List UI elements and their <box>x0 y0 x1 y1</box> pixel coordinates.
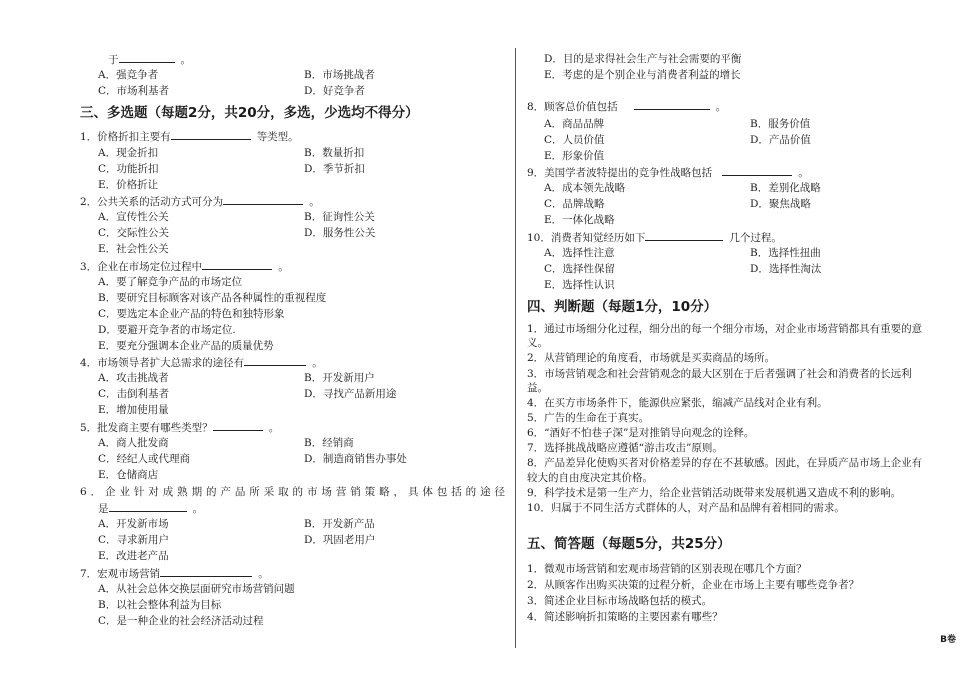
line-text: C．要选定本企业产品的特色和独特形象 <box>98 308 285 320</box>
line-text: C．品牌战略 <box>544 198 605 210</box>
question-line <box>98 83 169 99</box>
line-suffix: 。 <box>278 261 289 273</box>
line-text: C．击倒利基者 <box>98 388 170 400</box>
answer-blank[interactable] <box>244 354 306 366</box>
question-line <box>527 395 828 411</box>
line-text: C．功能折扣 <box>98 163 159 175</box>
question-line <box>80 354 323 370</box>
answer-blank[interactable] <box>213 419 263 431</box>
line-text: 5．广告的生命在于真实。 <box>527 412 650 424</box>
answer-blank[interactable] <box>223 193 303 205</box>
question-line <box>527 366 912 382</box>
question-line <box>527 485 901 501</box>
question-line <box>98 386 169 402</box>
line-text: 3．简述企业目标市场战略包括的模式。 <box>527 595 713 607</box>
line-text: 8．产品差异化使购买者对价格差异的存在不甚敏感。因此，在异质产品市场上企业有 <box>527 457 923 469</box>
line-text: B．服务价值 <box>750 118 811 130</box>
column-divider <box>515 48 516 648</box>
line-text: A．强竞争者 <box>98 69 159 81</box>
line-text: B．经销商 <box>304 437 354 449</box>
line-text: C．是一种企业的社会经济活动过程 <box>98 615 264 627</box>
question-line <box>98 161 159 177</box>
answer-blank[interactable] <box>160 565 252 577</box>
question-line <box>98 225 169 241</box>
answer-blank[interactable] <box>171 128 251 140</box>
line-text: 4．在买方市场条件下，能源供应紧张，缩减产品线对企业有利。 <box>527 397 828 409</box>
line-text: 2．公共关系的活动方式可分为 <box>80 196 224 208</box>
line-suffix: 。 <box>798 167 809 179</box>
line-text: 6．企业针对成熟期的产品所采取的市场营销策略，具体包括的途径 <box>80 486 505 498</box>
question-line <box>98 241 169 257</box>
line-text: D．选择性淘汰 <box>750 263 822 275</box>
line-text: A．选择性注意 <box>544 247 615 259</box>
question-line <box>98 581 295 597</box>
line-text: 3．市场营销观念和社会营销观念的最大区别在于后者强调了社会和消费者的长远利 <box>527 368 912 380</box>
line-text: 1．通过市场细分化过程，细分出的每一个细分市场，对企业市场营销都具有重要的意 <box>527 323 923 335</box>
line-text: 9．科学技术是第一生产力，给企业营销活动既带来发展机遇又造成不利的影响。 <box>527 487 902 499</box>
line-text: B．数量折扣 <box>304 147 365 159</box>
question-line <box>98 435 169 451</box>
question-line <box>98 597 221 613</box>
question-line <box>98 145 158 161</box>
line-text: 10．归属于不同生活方式群体的人，对产品和品牌有着相同的需求。 <box>527 502 845 514</box>
question-line <box>544 132 605 148</box>
question-line <box>527 321 922 337</box>
line-text: 10．消费者知觉经历如下 <box>527 232 646 244</box>
question-line <box>527 98 726 114</box>
question-line <box>98 338 274 354</box>
question-line <box>750 245 821 261</box>
line-suffix: 。 <box>715 101 727 113</box>
answer-blank[interactable] <box>722 164 792 176</box>
line-suffix: 。 <box>180 54 191 66</box>
line-text: E．要充分强调本企业产品的质量优势 <box>98 340 274 352</box>
line-text: 2．从营销理论的角度看，市场就是买卖商品的场所。 <box>527 352 776 364</box>
line-text: 四、判断题（每题1分，10分） <box>527 299 718 315</box>
question-line <box>527 470 653 486</box>
line-text: C．寻求新用户 <box>98 534 170 546</box>
question-line <box>544 212 615 228</box>
line-text: B．开发新用户 <box>304 372 375 384</box>
line-text: 五、简答题（每题5分，共25分） <box>527 536 731 552</box>
question-line <box>98 209 169 225</box>
line-text: C．选择性保留 <box>544 263 616 275</box>
section-heading <box>527 534 731 554</box>
question-line <box>544 245 615 261</box>
line-text: D．聚焦战略 <box>750 198 811 210</box>
question-line <box>304 67 375 83</box>
question-line <box>98 274 242 290</box>
line-suffix: 。 <box>192 503 203 515</box>
line-text: E．形象价值 <box>544 150 605 162</box>
answer-blank[interactable] <box>202 258 272 270</box>
line-text: 义。 <box>527 337 548 349</box>
question-line <box>527 561 807 577</box>
page-footer-label: B卷 <box>940 635 956 645</box>
line-suffix: 。 <box>312 357 323 369</box>
question-line <box>544 277 615 293</box>
question-line <box>304 386 396 402</box>
question-line <box>98 500 203 516</box>
question-line <box>527 500 845 516</box>
question-line <box>544 67 741 83</box>
line-text: 是 <box>98 503 109 515</box>
question-line <box>98 306 285 322</box>
question-line <box>98 290 326 306</box>
question-line <box>304 83 365 99</box>
question-line <box>544 196 605 212</box>
question-line <box>304 532 375 548</box>
line-text: B．要研究目标顾客对该产品各种属性的重视程度 <box>98 292 327 304</box>
line-suffix: 几个过程。 <box>729 232 782 244</box>
line-suffix: 。 <box>258 568 269 580</box>
question-line <box>108 51 191 67</box>
line-text: E．仓储商店 <box>98 469 159 481</box>
question-line <box>527 229 782 245</box>
question-line <box>98 548 169 564</box>
line-text: A．开发新市场 <box>98 518 169 530</box>
question-line <box>527 380 548 396</box>
question-line <box>527 440 723 456</box>
question-line <box>98 177 158 193</box>
question-line <box>98 67 158 83</box>
question-line <box>527 577 859 593</box>
line-text: C．人员价值 <box>544 134 605 146</box>
line-text: 于 <box>108 54 119 66</box>
line-text: E．选择性认识 <box>544 279 615 291</box>
line-text: 3．企业在市场定位过程中 <box>80 261 203 273</box>
line-text: A．商品品牌 <box>544 118 605 130</box>
question-line <box>527 593 712 609</box>
question-line <box>544 148 604 164</box>
question-line <box>527 609 723 625</box>
answer-blank[interactable] <box>634 98 710 110</box>
line-text: A．攻击挑战者 <box>98 372 169 384</box>
line-text: B．选择性扭曲 <box>750 247 821 259</box>
line-text: C．经纪人或代理商 <box>98 453 191 465</box>
line-text: A．要了解竞争产品的市场定位 <box>98 276 243 288</box>
line-text: E．社会性公关 <box>98 243 169 255</box>
line-text: 益。 <box>527 382 548 394</box>
question-line <box>98 467 158 483</box>
question-line <box>304 435 354 451</box>
question-line <box>304 225 375 241</box>
line-text: 7．选择挑战战略应遵循“游击攻击”原则。 <box>527 442 723 454</box>
question-line <box>304 451 407 467</box>
line-suffix: 。 <box>309 196 320 208</box>
line-text: D．产品价值 <box>750 134 811 146</box>
line-text: A．宣传性公关 <box>98 211 169 223</box>
question-line <box>527 350 775 366</box>
line-text: 5．批发商主要有哪些类型？ <box>80 422 213 434</box>
question-line <box>304 370 375 386</box>
line-text: C．市场利基者 <box>98 85 170 97</box>
line-text: D．服务性公关 <box>304 227 376 239</box>
question-line <box>544 180 625 196</box>
line-suffix: 等类型。 <box>256 131 299 143</box>
question-line <box>750 180 821 196</box>
line-text: A．商人批发商 <box>98 437 169 449</box>
line-text: B．差别化战略 <box>750 182 821 194</box>
question-line <box>527 410 649 426</box>
question-line <box>750 116 810 132</box>
question-line <box>98 322 236 338</box>
question-line <box>98 370 169 386</box>
section-heading <box>527 297 717 317</box>
line-text: 6．“酒好不怕巷子深”是对推销导向观念的诠释。 <box>527 427 755 439</box>
question-line <box>304 161 365 177</box>
question-line <box>750 261 821 277</box>
answer-blank[interactable] <box>119 51 175 63</box>
line-text: C．交际性公关 <box>98 227 170 239</box>
line-text: B．征询性公关 <box>304 211 375 223</box>
line-text: D．好竞争者 <box>304 85 365 97</box>
answer-blank[interactable] <box>109 500 187 512</box>
line-text: E．改进老产品 <box>98 550 169 562</box>
question-line <box>98 532 169 548</box>
question-line <box>98 451 190 467</box>
question-line <box>304 516 375 532</box>
question-line <box>80 419 279 435</box>
section-heading <box>80 103 419 123</box>
question-line <box>304 209 375 225</box>
question-line <box>98 402 169 418</box>
line-text: B．以社会整体利益为目标 <box>98 599 222 611</box>
line-text: 4．简述影响折扣策略的主要因素有哪些？ <box>527 611 723 623</box>
line-text: A．成本领先战略 <box>544 182 626 194</box>
line-text: D．要避开竞争者的市场定位. <box>98 324 236 336</box>
question-line <box>544 51 741 67</box>
question-line <box>527 455 922 471</box>
question-line <box>80 128 299 144</box>
line-suffix: 。 <box>268 422 280 434</box>
question-line <box>527 425 754 441</box>
question-line <box>544 116 604 132</box>
line-text: 1．微观市场营销和宏观市场营销的区别表现在哪几个方面？ <box>527 563 807 575</box>
line-text: D．目的是求得社会生产与社会需要的平衡 <box>544 53 742 65</box>
question-line <box>80 258 289 274</box>
line-text: E．增加使用量 <box>98 404 169 416</box>
line-text: B．开发新产品 <box>304 518 375 530</box>
line-text: 较大的自由度决定其价格。 <box>527 472 653 484</box>
line-text: 7．宏观市场营销 <box>80 568 161 580</box>
question-line <box>750 132 811 148</box>
line-text: A．现金折扣 <box>98 147 159 159</box>
line-text: 9．美国学者波特提出的竞争性战略包括 <box>527 167 713 179</box>
line-text: D．季节折扣 <box>304 163 365 175</box>
line-text: B．市场挑战者 <box>304 69 375 81</box>
line-text: E．价格折让 <box>98 179 159 191</box>
line-text: 三、多选题（每题2分，共20分，多选，少选均不得分） <box>80 105 419 121</box>
line-text: 8．顾客总价值包括 <box>527 101 618 113</box>
question-line <box>80 193 320 209</box>
line-text: E．一体化战略 <box>544 214 615 226</box>
line-text: D．寻找产品新用途 <box>304 388 397 400</box>
question-line <box>304 145 364 161</box>
line-text: E．考虑的是个别企业与消费者利益的增长 <box>544 69 741 81</box>
line-text: A．从社会总体交换层面研究市场营销问题 <box>98 583 295 595</box>
line-text: 1．价格折扣主要有 <box>80 131 171 143</box>
line-text: 4．市场领导者扩大总需求的途径有 <box>80 357 245 369</box>
answer-blank[interactable] <box>645 229 723 241</box>
question-line <box>527 335 548 351</box>
question-line <box>98 516 169 532</box>
question-line <box>98 613 264 629</box>
question-line <box>544 261 615 277</box>
question-line <box>80 484 505 500</box>
question-line <box>750 196 811 212</box>
question-line <box>527 164 809 180</box>
question-line <box>80 565 269 581</box>
line-text: D．巩固老用户 <box>304 534 376 546</box>
line-text: D．制造商销售办事处 <box>304 453 407 465</box>
line-text: 2．从顾客作出购买决策的过程分析，企业在市场上主要有哪些竞争者？ <box>527 579 860 591</box>
